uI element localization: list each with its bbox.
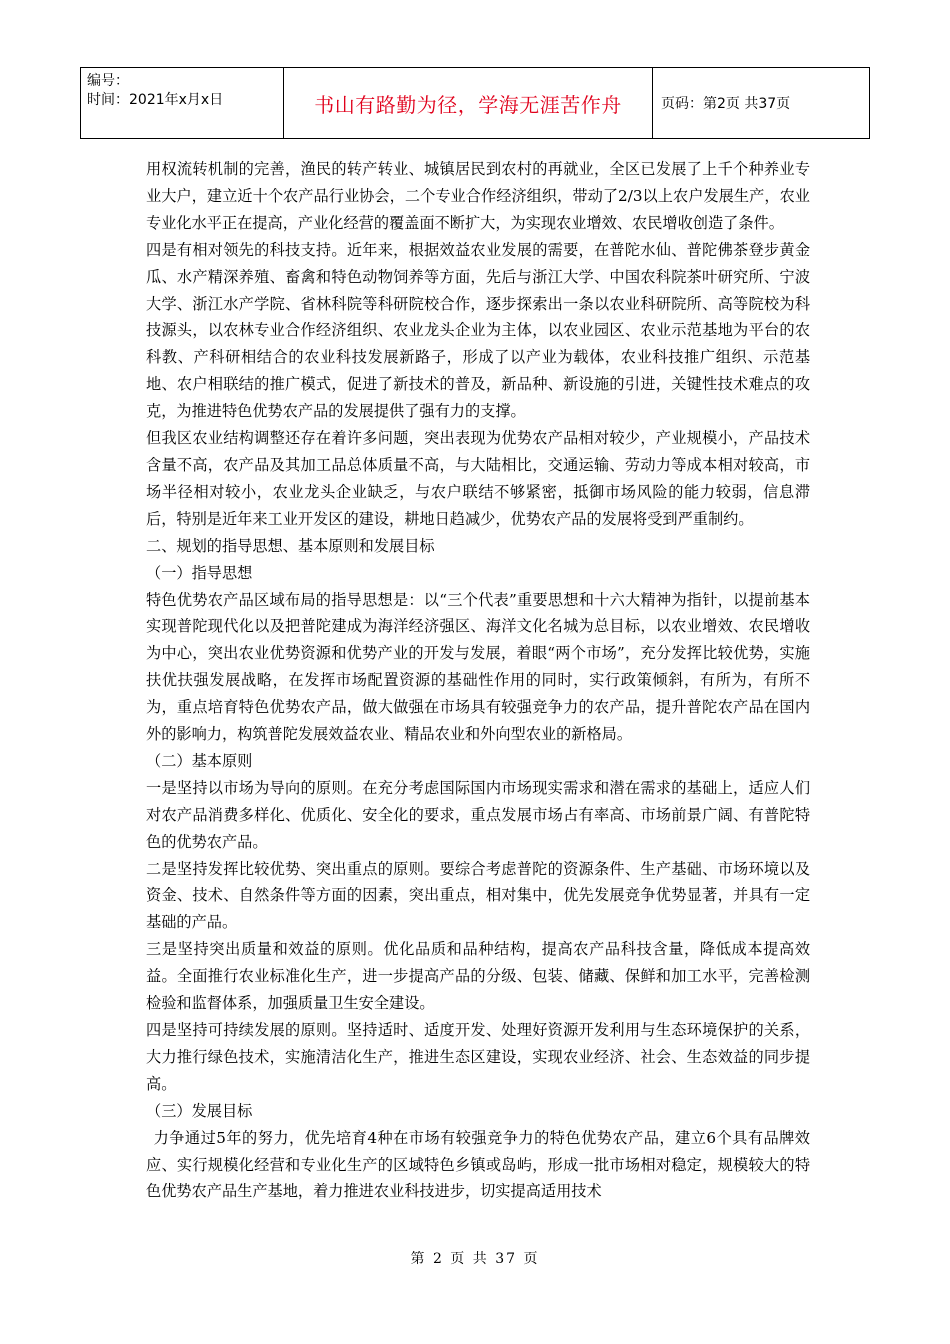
paragraph: 三是坚持突出质量和效益的原则。优化品质和品种结构，提高农产品科技含量，降低成本提高效益。全面推行农业标准化生产，进一步提高产品的分级、包装、储藏、保鲜和加工水平，完善检测检验和监督体系，加强质量卫生安全建设。 <box>146 940 810 1013</box>
header-motto: 书山有路勤为径，学海无涯苦作舟 <box>284 68 653 138</box>
paragraph: 四是坚持可持续发展的原则。坚持适时、适度开发、处理好资源开发利用与生态环境保护的关系，大力推行绿色技术，实施清洁化生产，推进生态区建设，实现农业经济、社会、生态效益的同步提高。 <box>146 1021 810 1093</box>
header-date: 时间：2021年x月x日 <box>87 92 224 108</box>
header-number: 编号： <box>87 73 129 89</box>
paragraph: 用权流转机制的完善，渔民的转产转业、城镇居民到农村的再就业，全区已发展了上千个种养业专业大户，建立近十个农产品行业协会，二个专业合作经济组织，带动了2/3以上农户发展生产，农业专业化水平正在提高，产业化经营的覆盖面不断扩大，为实现农业增效、农民增收创造了条件。 <box>146 160 810 232</box>
paragraph: 特色优势农产品区域布局的指导思想是：以“三个代表”重要思想和十六大精神为指针，以提前基本实现普陀现代化以及把普陀建成为海洋经济强区、海洋文化名城为总目标，以农业增效、农民增收为中心，突出农业优势资源和优势产业的开发与发展，着眼“两个市场”，充分发挥比较优势，实施扶优扶强发展战略，在发挥市场配置资源的基础性作用的同时，实行政策倾斜，有所为，有所不为，重点培育特色优势农产品，做大做强在市场具有较强竞争力的农产品，提升普陀农产品在国内外的影响力，构筑普陀发展效益农业、精品农业和外向型农业的新格局。 <box>146 590 810 744</box>
header-info <box>81 68 284 138</box>
paragraph: 四是有相对领先的科技支持。近年来，根据效益农业发展的需要，在普陀水仙、普陀佛茶登步黄金瓜、水产精深养殖、畜禽和特色动物饲养等方面，先后与浙江大学、中国农科院茶叶研究所、宁波大学、浙江水产学院、省林科院等科研院校合作，逐步探索出一条以农业科研院所、高等院校为科技源头，以农林专业合作经济组织、农业龙头企业为主体，以农业园区、农业示范基地为平台的农科教、产科研相结合的农业科技发展新路子，形成了以产业为载体，农业科技推广组织、示范基地、农户相联结的推广模式，促进了新技术的普及，新品种、新设施的引进，关键性技术难点的攻克，为推进特色优势农产品的发展提供了强有力的支撑。 <box>146 240 810 421</box>
subsection-heading: （一）指导思想 <box>146 563 253 582</box>
page-footer: 第 2 页 共 37 页 <box>410 1251 540 1267</box>
paragraph: 但我区农业结构调整还存在着许多问题，突出表现为优势农产品相对较少，产业规模小，产品技术含量不高，农产品及其加工品总体质量不高，与大陆相比，交通运输、劳动力等成本相对较高，市场半径相对较小，农业龙头企业缺乏，与农户联结不够紧密，抵御市场风险的能力较弱，信息滞后，特别是近年来工业开发区的建设，耕地日趋减少，优势农产品的发展将受到严重制约。 <box>146 429 810 528</box>
subsection-heading: （二）基本原则 <box>146 751 253 770</box>
paragraph: 力争通过5年的努力，优先培育4种在市场有较强竞争力的特色优势农产品，建立6个具有品牌效应、实行规模化经营和专业化生产的区域特色乡镇或岛屿，形成一批市场相对稳定，规模较大的特色优势农产品生产基地，着力推进农业科技进步，切实提高适用技术 <box>146 1128 810 1201</box>
paragraph: 一是坚持以市场为导向的原则。在充分考虑国际国内市场现实需求和潜在需求的基础上，适应人们对农产品消费多样化、优质化、安全化的要求，重点发展市场占有率高、市场前景广阔、有普陀特色的优势农产品。 <box>146 778 810 851</box>
paragraph: 二是坚持发挥比较优势、突出重点的原则。要综合考虑普陀的资源条件、生产基础、市场环境以及资金、技术、自然条件等方面的因素，突出重点，相对集中，优先发展竞争优势显著，并具有一定基础的产品。 <box>146 859 810 932</box>
document-body <box>146 156 810 1205</box>
subsection-heading: （三）发展目标 <box>146 1101 253 1120</box>
header-page-number: 页码：第2页 共37页 <box>661 96 791 112</box>
page-header <box>80 67 870 139</box>
section-heading: 二、规划的指导思想、基本原则和发展目标 <box>146 536 435 555</box>
